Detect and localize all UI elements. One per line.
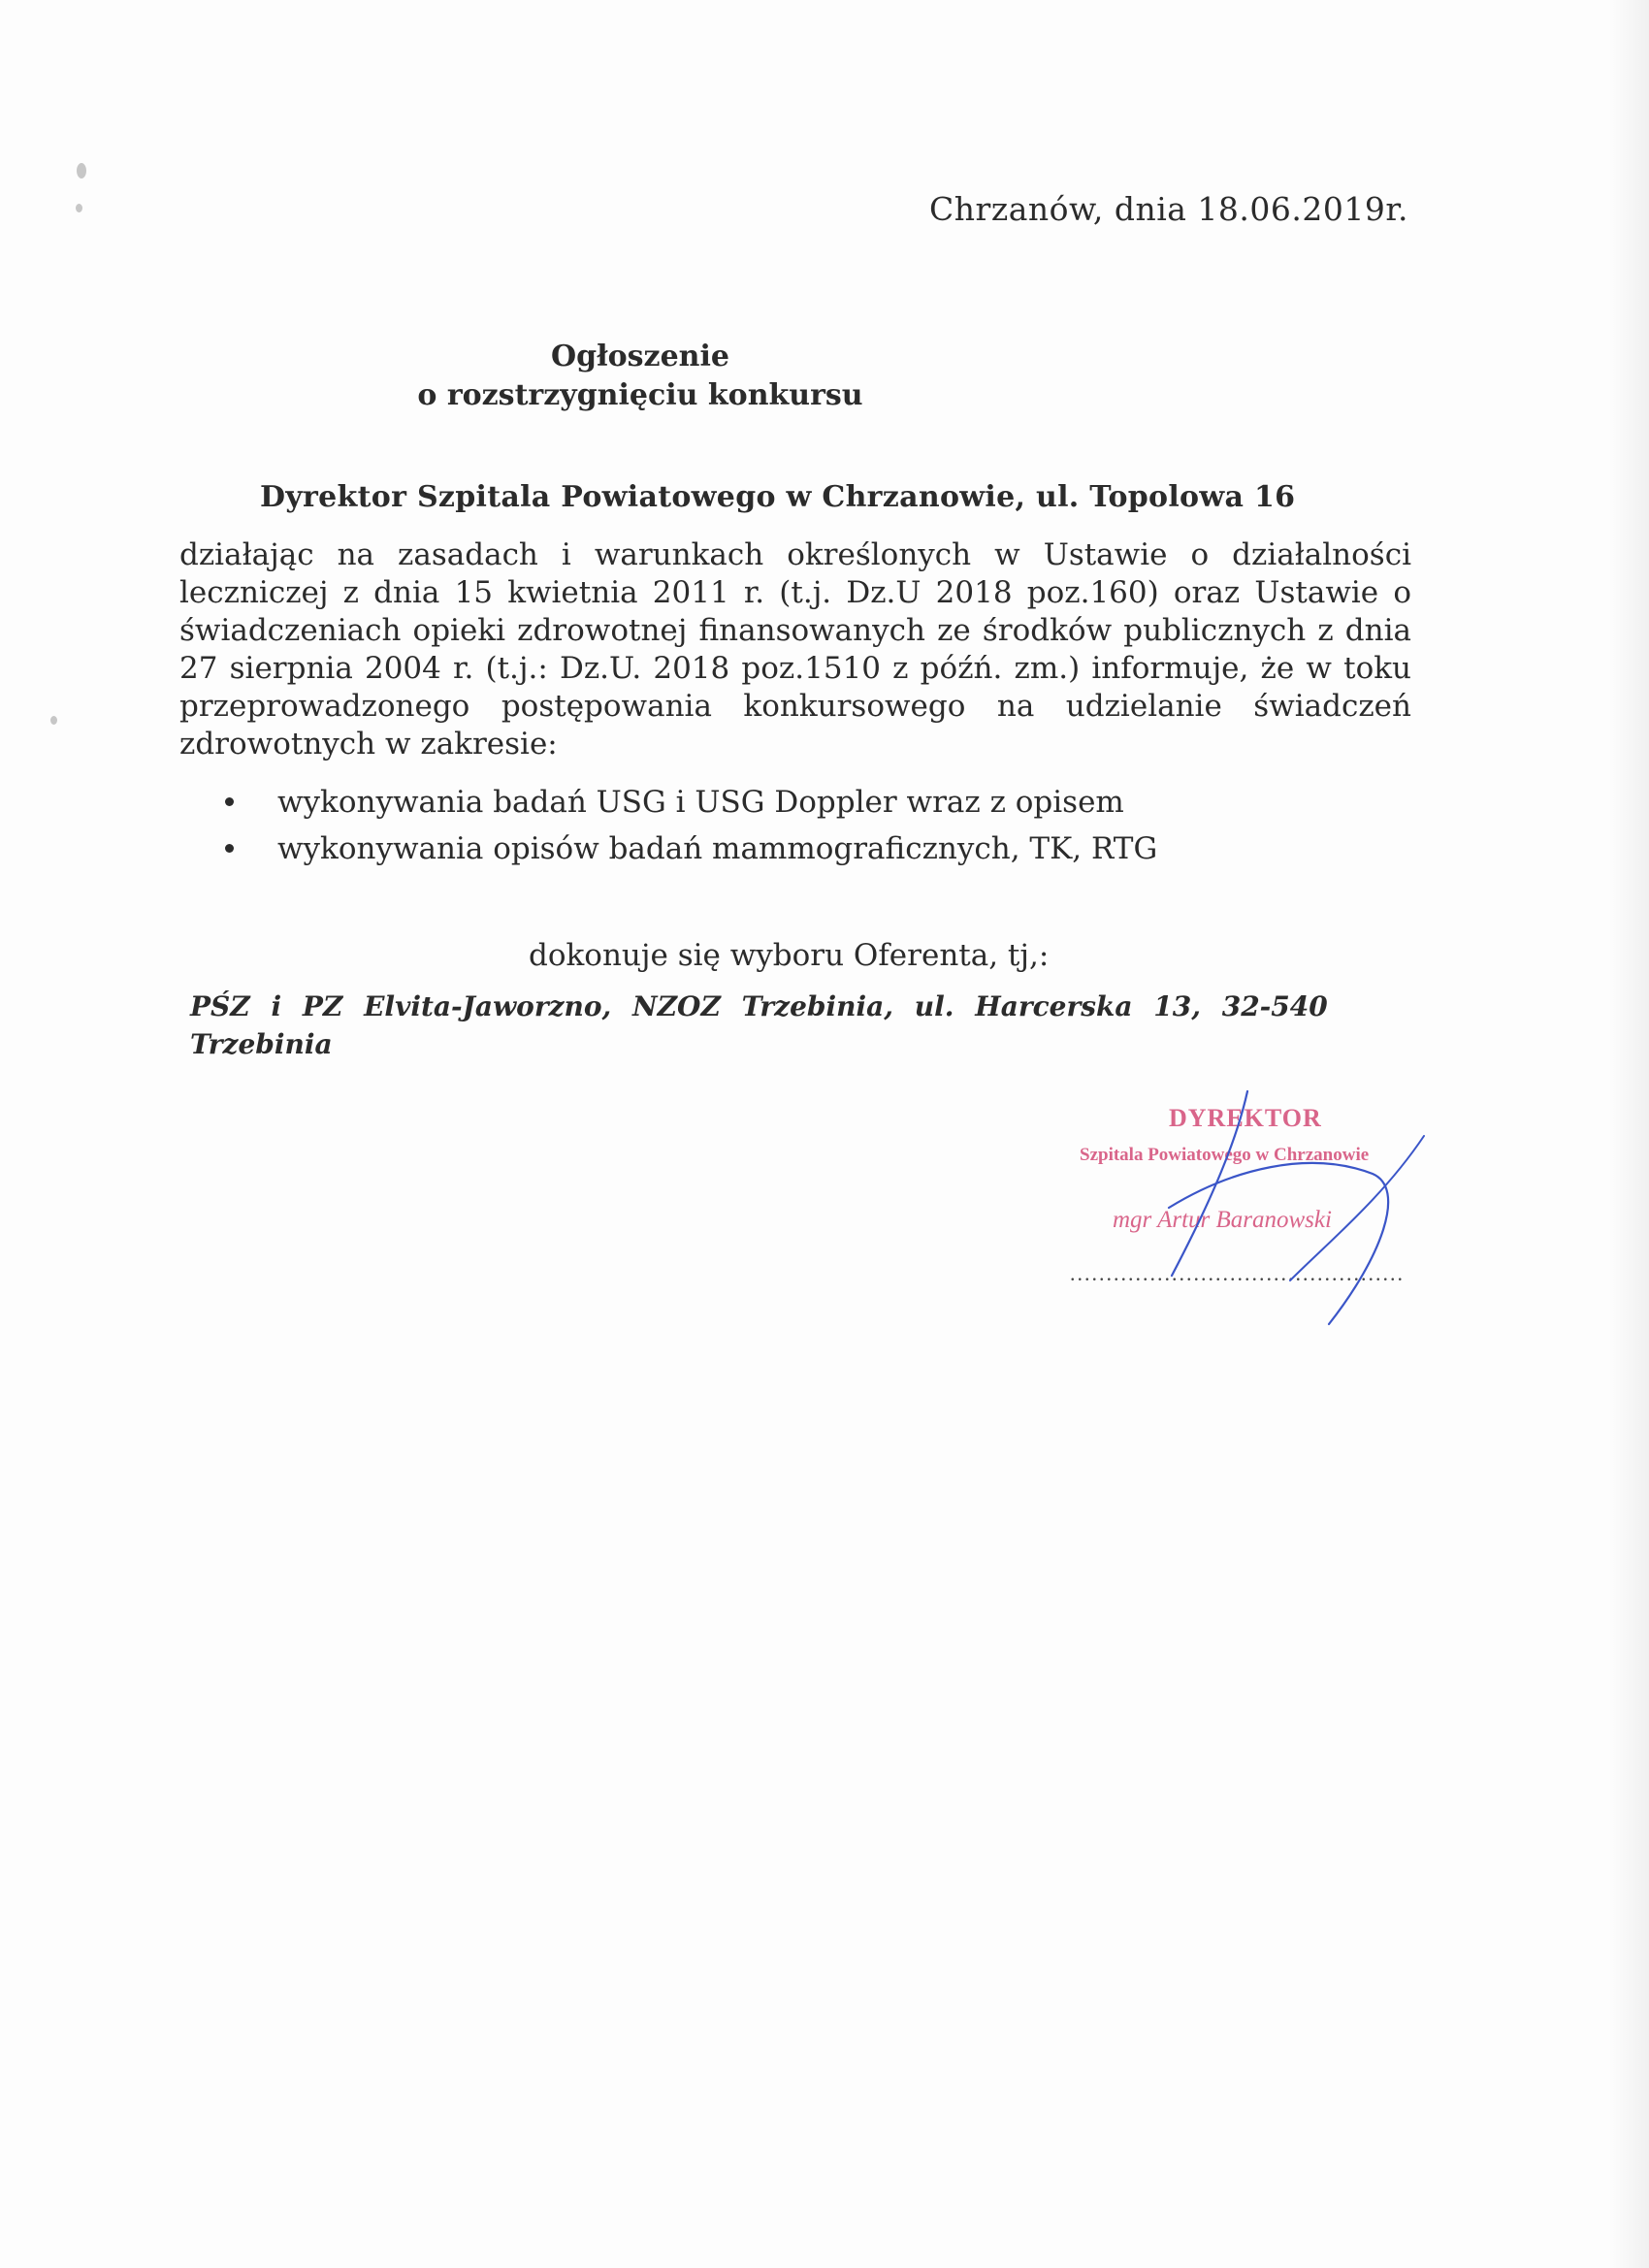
body-paragraph: działając na zasadach i warunkach określonych w Ustawie o działalności leczniczej z dnia 15 kwietnia 2011 r. (t.j. Dz.U 2018 poz.160) oraz Ustawie o świadczeniach opieki zdrowotnej finansowanych ze środków publicznych z dnia 27 sierpnia 2004 r. (t.j.: Dz.U. 2018 poz.1510 z późń. zm.) informuje, że w toku przeprowadzonego postępowania konkursowego na udzielanie świadczeń zdrowotnych w zakresie: [179, 537, 1411, 761]
title-line-2: o rozstrzygnięciu konkursu [417, 378, 863, 412]
service-item-text: wykonywania badań USG i USG Doppler wraz z opisem [277, 785, 1124, 820]
stamp-title: DYREKTOR [1169, 1104, 1322, 1132]
scan-edge-shadow [1608, 0, 1649, 2268]
announcement-title [0, 338, 1280, 415]
handwritten-signature [1116, 1082, 1445, 1344]
selected-offeror: PŚZ i PZ Elvita-Jaworzno, NZOZ Trzebinia, ul. Harcerska 13, 32-540 Trzebinia [190, 990, 1328, 1060]
bullet-icon [225, 797, 234, 806]
director-heading: Dyrektor Szpitala Powiatowego w Chrzanowie, ul. Topolowa 16 [260, 480, 1296, 514]
scan-speck [76, 204, 82, 212]
stamp-subtitle: Szpitala Powiatowego w Chrzanowie [1080, 1145, 1370, 1165]
list-item [221, 826, 1157, 872]
scan-speck [50, 716, 57, 725]
scan-speck [77, 163, 86, 178]
service-item-text: wykonywania opisów badań mammograficznych, TK, RTG [277, 831, 1158, 866]
services-list [221, 779, 1157, 872]
list-item [221, 779, 1157, 826]
bullet-icon [225, 844, 234, 853]
stamp-name: mgr Artur Baranowski [1113, 1207, 1332, 1233]
date-line: Chrzanów, dnia 18.06.2019r. [929, 190, 1408, 228]
title-line-1: Ogłoszenie [551, 340, 729, 373]
signature-line: .............................................. [1070, 1261, 1405, 1285]
choice-line: dokonuje się wyboru Oferenta, tj,: [529, 938, 1050, 973]
